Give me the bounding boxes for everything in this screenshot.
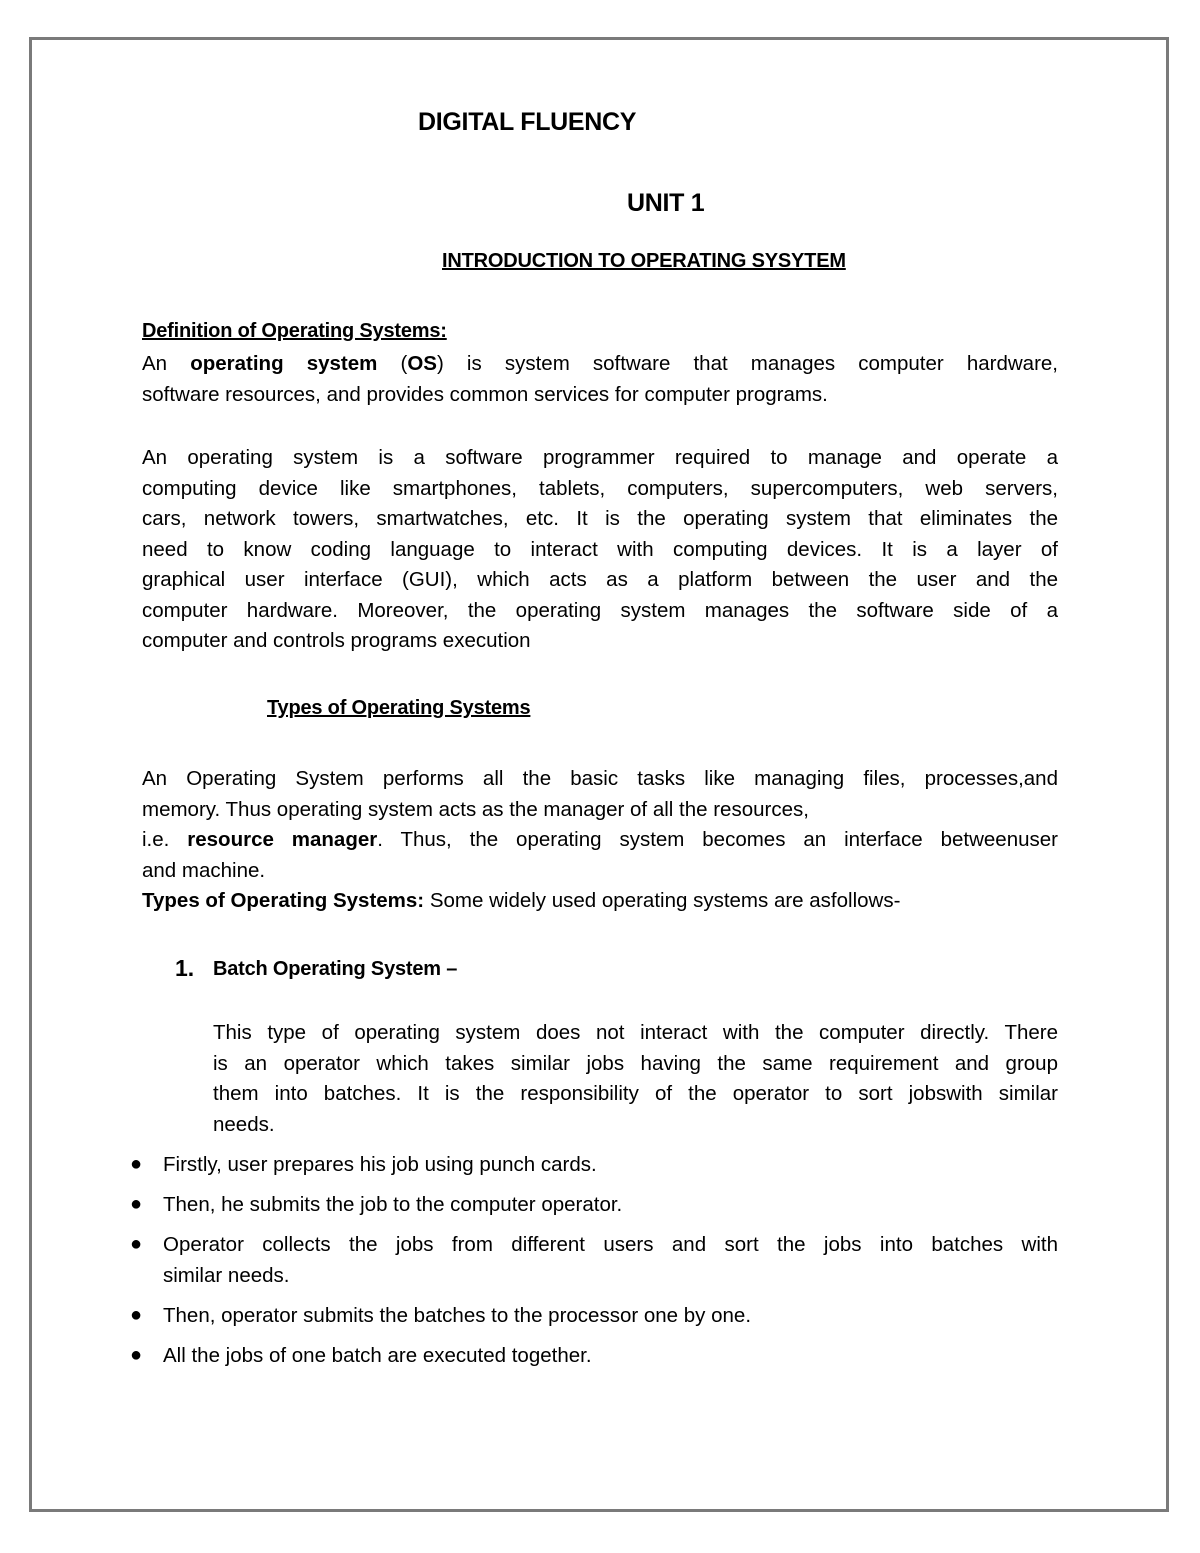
bullet-icon: ● — [130, 1193, 143, 1215]
definition-p2-line: cars, network towers, smartwatches, etc. It is the operating system that eliminates the — [142, 507, 1058, 530]
resource-manager-term: resource manager — [187, 828, 378, 851]
types-label: Types of Operating Systems: — [142, 889, 425, 912]
definition-p2-line: graphical user interface (GUI), which acts as a platform between the user and the — [142, 568, 1058, 591]
course-title: DIGITAL FLUENCY — [418, 108, 637, 136]
definition-p2-line: An operating system is a software programmer required to manage and operate a — [142, 446, 1058, 469]
unit-label: UNIT 1 — [627, 189, 705, 217]
types-intro-line-4: and machine. — [142, 858, 266, 882]
types-intro — [142, 764, 1058, 917]
types-intro-line-3: i.e. resource manager. Thus, the operating system becomes an interface betweenuser — [142, 828, 1058, 851]
list-item: ● Firstly, user prepares his job using punch cards. — [163, 1149, 1058, 1180]
batch-desc-line: is an operator which takes similar jobs having the same requirement and group — [213, 1051, 1058, 1075]
list-item: ● Operator collects the jobs from different users and sort the jobs into batches with similar needs. — [163, 1229, 1058, 1291]
definition-paragraph-2 — [142, 443, 1058, 657]
definition-p2-line: need to know coding language to interact with computing devices. It is a layer of — [142, 537, 1058, 561]
bullet-icon: ● — [130, 1304, 143, 1326]
os-abbr: OS — [407, 352, 437, 375]
definition-p1-line-2: software resources, and provides common services for computer programs. — [142, 382, 828, 406]
batch-desc-line: needs. — [213, 1112, 275, 1136]
list-item: ● Then, he submits the job to the computer operator. — [163, 1189, 1058, 1220]
definition-paragraph-1 — [142, 349, 1058, 410]
bullet-icon: ● — [130, 1344, 143, 1366]
definition-p2-line: computer and controls programs execution — [142, 629, 531, 652]
definition-p2-line: computer hardware. Moreover, the operating system manages the software side of a — [142, 598, 1058, 622]
types-intro-line-2: memory. Thus operating system acts as the manager of all the resources, — [142, 797, 809, 821]
batch-number: 1. — [175, 955, 195, 981]
list-item: ● All the jobs of one batch are executed together. — [163, 1340, 1058, 1371]
types-label-line: Types of Operating Systems: Some widely used operating systems are asfollows- — [142, 889, 901, 912]
batch-heading: Batch Operating System – — [213, 958, 458, 980]
definition-p2-line: computing device like smartphones, tablets, computers, supercomputers, web servers, — [142, 476, 1058, 500]
batch-desc-line: This type of operating system does not interact with the computer directly. There — [213, 1021, 1058, 1044]
batch-desc-line: them into batches. It is the responsibility of the operator to sort jobswith similar — [213, 1082, 1058, 1105]
bullet-icon: ● — [130, 1233, 143, 1255]
definition-p1-line-1: An operating system (OS) is system software that manages computer hardware, — [142, 352, 1058, 375]
list-item: ● Then, operator submits the batches to the processor one by one. — [163, 1300, 1058, 1331]
types-heading: Types of Operating Systems — [267, 697, 531, 719]
operating-system-term: operating system — [190, 352, 378, 375]
bullet-icon: ● — [130, 1153, 143, 1175]
unit-title: INTRODUCTION TO OPERATING SYSYTEM — [442, 250, 846, 272]
batch-bullet-list — [130, 1149, 1058, 1371]
definition-heading: Definition of Operating Systems: — [142, 320, 447, 342]
types-intro-line-1: An Operating System performs all the basic tasks like managing files, processes,and — [142, 767, 1058, 790]
batch-description — [213, 1018, 1058, 1140]
